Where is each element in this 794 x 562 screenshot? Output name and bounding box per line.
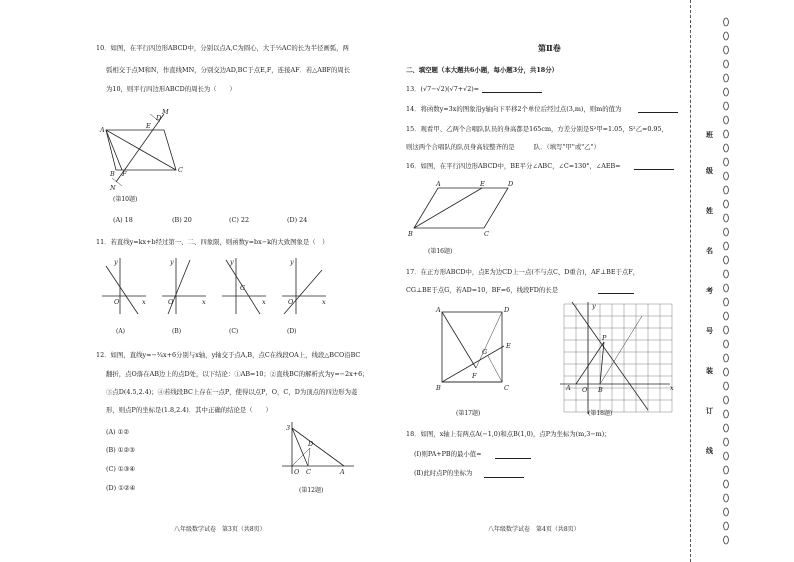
svg-text:x: x	[262, 298, 266, 306]
binding-hole	[724, 480, 729, 488]
binding-hole	[724, 424, 729, 432]
q11-graph-c	[220, 256, 270, 318]
svg-text:C: C	[504, 384, 509, 392]
q17-line1: 17．在正方形ABCD中，点E为边CD上一点(不与点C、D重合)，AF⊥BE于点F，	[406, 268, 640, 276]
binding-hole	[724, 270, 729, 278]
q11-label-b: (B)	[172, 328, 182, 335]
svg-text:G: G	[240, 284, 246, 292]
q16-answer-blank[interactable]	[634, 169, 674, 170]
q18-part2-blank[interactable]	[484, 477, 524, 478]
svg-text:O: O	[294, 468, 300, 476]
svg-text:O: O	[114, 298, 120, 306]
svg-text:A: A	[436, 306, 441, 314]
binding-hole	[724, 200, 729, 208]
binding-hole	[724, 508, 729, 516]
binding-hole	[724, 46, 729, 54]
binding-char-9: 线	[706, 446, 713, 455]
q10-line2: 弧相交于点M和N，作直线MN，分别交边AD,BC于点E,F，连接AF．若△ABF的周长	[106, 66, 351, 74]
binding-hole	[724, 410, 729, 418]
binding-line	[690, 0, 692, 562]
q12-caption: (第12题)	[299, 487, 324, 494]
q10-option-d: (D) 24	[287, 216, 308, 224]
q16-text: 16．如图，在平行四边形ABCD中，BE平分∠ABC，∠C=130°，∠AEB=	[406, 162, 621, 170]
svg-text:O: O	[168, 298, 174, 306]
binding-hole	[724, 256, 729, 264]
binding-hole	[724, 536, 729, 544]
svg-text:B: B	[598, 386, 603, 394]
svg-text:3: 3	[286, 424, 291, 432]
binding-char-6: 号	[706, 326, 713, 335]
q10-option-b: (B) 20	[172, 216, 192, 224]
binding-hole	[724, 340, 729, 348]
binding-hole	[724, 32, 729, 40]
q11-label-d: (D)	[287, 328, 297, 335]
svg-text:D: D	[504, 306, 510, 314]
q10-line3: 为10，则平行四边形ABCD的周长为（ ）	[106, 85, 236, 93]
q12-option-c: (C) ①③④	[106, 465, 136, 473]
q11-graph-a	[100, 256, 150, 318]
binding-hole	[724, 438, 729, 446]
section-title: 第Ⅱ卷	[538, 43, 561, 53]
q11-graph-b	[160, 256, 210, 318]
svg-text:D: D	[508, 180, 514, 188]
binding-hole	[724, 452, 729, 460]
svg-text:A: A	[566, 384, 571, 392]
svg-text:x: x	[322, 298, 326, 306]
binding-hole	[724, 214, 729, 222]
q10-line1: 10．如图，在平行四边形ABCD中，分别以点A,C为圆心，大于½AC的长为半径画弧，两	[96, 44, 349, 52]
q16-caption: (第16题)	[428, 248, 453, 255]
svg-text:y: y	[230, 258, 234, 266]
svg-text:y: y	[114, 258, 118, 266]
q18-line1: 18．如图，x轴上有两点A(−1,0)和点B(1,0)，点P为坐标为(m,3−m)；	[406, 430, 611, 438]
svg-text:M: M	[162, 108, 169, 116]
q15-line2: 则这两个合唱队的队员身高较整齐的是 队．（填写"甲"或"乙"）	[406, 143, 600, 151]
q12-line3: ③点D(4.5,2.4)；④若线段BC上存在一点P，使得以点P，O，C，D为顶点的四边形为菱	[106, 388, 358, 396]
q11-graph-d	[280, 256, 330, 318]
q18-part2: (Ⅱ)此时点P的坐标为	[414, 469, 473, 477]
svg-text:D: D	[308, 440, 314, 448]
binding-hole	[724, 172, 729, 180]
q10-option-c: (C) 22	[229, 216, 250, 224]
svg-text:C: C	[178, 166, 183, 174]
q10-option-a: (A) 18	[113, 216, 133, 224]
q13-text: 13．(√7−√2)(√7+√2)=	[406, 85, 480, 93]
binding-hole	[724, 18, 729, 26]
svg-text:C: C	[484, 230, 489, 238]
binding-hole	[724, 326, 729, 334]
binding-hole	[724, 368, 729, 376]
svg-text:B: B	[110, 170, 115, 178]
binding-char-3: 姓	[706, 206, 713, 215]
binding-hole	[724, 522, 729, 530]
svg-text:A: A	[436, 180, 441, 188]
binding-hole	[724, 130, 729, 138]
binding-hole	[724, 284, 729, 292]
binding-hole	[724, 158, 729, 166]
svg-text:P: P	[602, 334, 607, 342]
q14-text: 14．将函数y=3x的图象沿y轴向下平移2个单位后经过点(3,m)，则m的值为	[406, 105, 622, 113]
binding-hole	[724, 396, 729, 404]
binding-hole	[724, 102, 729, 110]
binding-hole	[724, 186, 729, 194]
q17-answer-blank[interactable]	[598, 293, 634, 294]
binding-holes	[698, 8, 738, 556]
binding-char-8: 订	[706, 406, 713, 415]
svg-text:B: B	[408, 230, 413, 238]
svg-text:x: x	[670, 384, 674, 392]
binding-char-2: 级	[706, 166, 713, 175]
q13-answer-blank[interactable]	[482, 92, 542, 93]
binding-hole	[724, 88, 729, 96]
svg-text:x: x	[202, 298, 206, 306]
q17-caption: (第17题)	[456, 410, 481, 417]
binding-hole	[724, 494, 729, 502]
binding-char-5: 考	[706, 286, 713, 295]
q15-line1: 15．观看甲、乙两个合唱队队员的身高都是165cm，方差分别是S²甲=1.05，S²乙=0.95，	[406, 125, 668, 133]
q11-label-c: (C)	[229, 328, 239, 335]
svg-text:A: A	[340, 468, 345, 476]
svg-text:y: y	[592, 302, 596, 310]
q12-option-d: (D) ①②④	[106, 484, 136, 492]
q11-text: 11．若直线y=kx+b经过第一、二、四象限，则函数y=bx−k的大致图象是（ ）	[96, 238, 329, 246]
q18-part1-blank[interactable]	[495, 458, 531, 459]
binding-hole	[724, 228, 729, 236]
left-footer: 八年级数学试卷 第3页（共8页）	[174, 526, 266, 533]
binding-hole	[724, 144, 729, 152]
q10-figure	[98, 108, 188, 198]
binding-hole	[724, 312, 729, 320]
q16-figure	[408, 180, 518, 240]
q17-line2: CG⊥BE于点G，若AD=10，BF=6，线段FD的长是	[406, 286, 559, 294]
q11-label-a: (A)	[116, 328, 126, 335]
binding-hole	[724, 60, 729, 68]
binding-hole	[724, 242, 729, 250]
binding-hole	[724, 298, 729, 306]
q12-line2: 翻折，点O落在AB边上的点D处，以下结论：①AB=10；②直线BC的解析式为y=−2x+6；	[106, 370, 369, 378]
q10-caption: (第10题)	[113, 196, 138, 203]
svg-text:G: G	[482, 348, 488, 356]
binding-hole	[724, 74, 729, 82]
binding-char-7: 装	[706, 366, 713, 375]
binding-hole	[724, 116, 729, 124]
binding-hole	[724, 354, 729, 362]
q18-figure	[558, 300, 678, 418]
binding-hole	[724, 466, 729, 474]
svg-text:B: B	[436, 384, 441, 392]
svg-text:F: F	[122, 170, 127, 178]
q14-answer-blank[interactable]	[638, 112, 678, 113]
svg-text:y: y	[170, 258, 174, 266]
svg-text:F: F	[472, 372, 477, 380]
q12-figure	[278, 418, 358, 478]
q12-option-b: (B) ①②③	[106, 446, 135, 454]
svg-text:E: E	[506, 342, 511, 350]
q17-figure	[432, 304, 522, 394]
q12-line4: 形，则点P的坐标是(1.8,2.4)．其中正确的结论是（ ）	[106, 406, 272, 414]
q18-caption: (第18题)	[588, 410, 613, 417]
svg-text:O: O	[288, 298, 294, 306]
svg-text:C: C	[306, 468, 311, 476]
q18-part1: (Ⅰ)则PA+PB的最小值=	[414, 450, 482, 458]
svg-text:A: A	[100, 126, 105, 134]
svg-text:D: D	[156, 114, 162, 122]
binding-char-4: 名	[706, 246, 713, 255]
svg-text:y: y	[290, 258, 294, 266]
fill-in-heading: 二、填空题（本大题共6小题，每小题3分，共18分）	[406, 66, 558, 74]
svg-text:E: E	[480, 180, 485, 188]
svg-text:E: E	[146, 122, 151, 130]
binding-hole	[724, 382, 729, 390]
q12-option-a: (A) ①②	[106, 428, 130, 436]
q12-line1: 12．如图，直线y=−¾x+6分别与x轴，y轴交于点A,B，点C在线段OA上，线段△BCO沿BC	[96, 351, 361, 359]
svg-text:N: N	[110, 184, 116, 192]
right-footer: 八年级数学试卷 第4页（共8页）	[488, 526, 580, 533]
svg-text:O: O	[582, 386, 588, 394]
binding-char-1: 班	[706, 130, 713, 139]
svg-text:x: x	[142, 298, 146, 306]
